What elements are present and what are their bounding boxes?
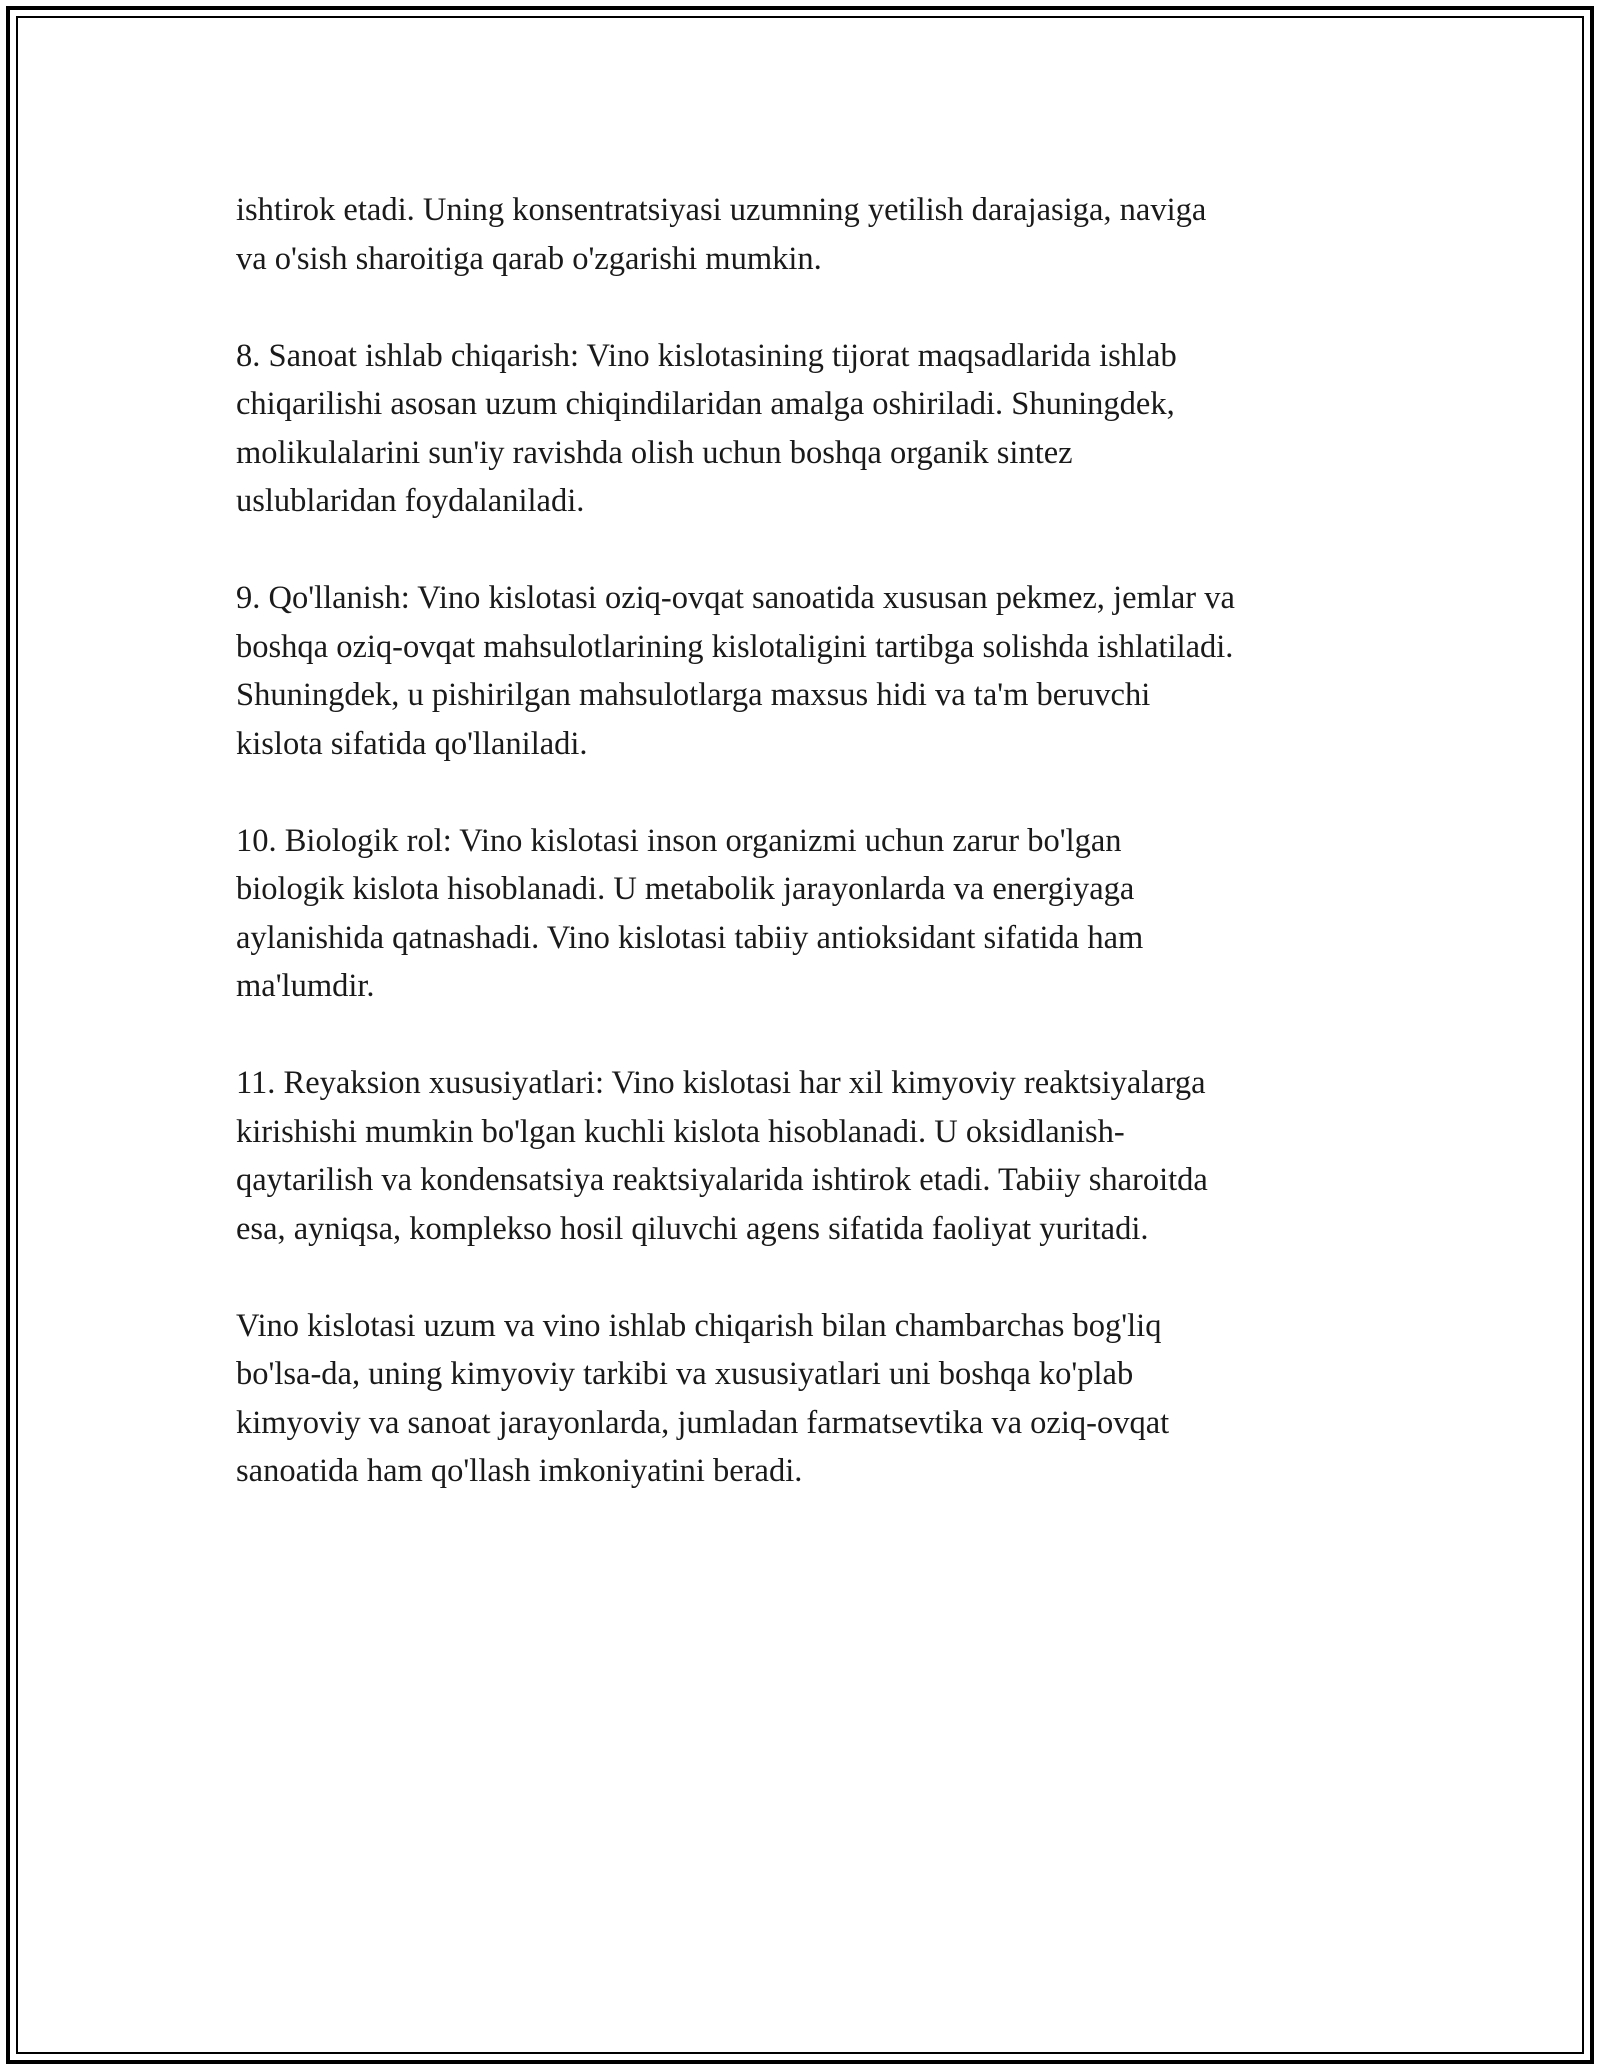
paragraph-continuation: ishtirok etadi. Uning konsentratsiyasi uzumning yetilish darajasiga, naviga va o'sish sharoitiga qarab o'zgarishi mumkin. <box>236 192 1207 277</box>
paragraph-biological-role: 10. Biologik rol: Vino kislotasi inson organizmi uchun zarur bo'lgan biologik kislota hisoblanadi. U metabolik jarayonlarda va energiyaga aylanishida qatnashadi. Vino kislotasi tabiiy antioksidant sifatida ham ma'lumdir. <box>236 822 1144 1004</box>
document-body <box>236 186 1376 1544</box>
paragraph-applications: 9. Qo'llanish: Vino kislotasi oziq-ovqat sanoatida xususan pekmez, jemlar va boshqa oziq-ovqat mahsulotlarining kislotaligini tartibga solishda ishlatiladi. Shuningdek, u pishirilgan mahsulotlarga maxsus hidi va ta'm beruvchi kislota sifatida qo'llaniladi. <box>236 580 1235 762</box>
paragraph-reaction-properties: 11. Reyaksion xususiyatlari: Vino kislotasi har xil kimyoviy reaktsiyalarga kirishishi mumkin bo'lgan kuchli kislota hisoblanadi. U oksidlanish- qaytarilish va kondensatsiya reaktsiyalarida ishtirok etadi. Tabiiy sharoitda esa, ayniqsa, komplekso hosil qiluvchi agens sifatida faoliyat yuritadi. <box>236 1065 1208 1247</box>
paragraph-conclusion: Vino kislotasi uzum va vino ishlab chiqarish bilan chambarchas bog'liq bo'lsa-da, uning kimyoviy tarkibi va xususiyatlari uni boshqa ko'plab kimyoviy va sanoat jarayonlarda, jumladan farmatsevtika va oziq-ovqat sanoatida ham qo'llash imkoniyatini beradi. <box>236 1307 1170 1489</box>
paragraph-industrial-production: 8. Sanoat ishlab chiqarish: Vino kislotasining tijorat maqsadlarida ishlab chiqarilishi asosan uzum chiqindilaridan amalga oshiriladi. Shuningdek, molikulalarini sun'iy ravishda olish uchun boshqa organik sintez uslublaridan foydalaniladi. <box>236 337 1177 519</box>
